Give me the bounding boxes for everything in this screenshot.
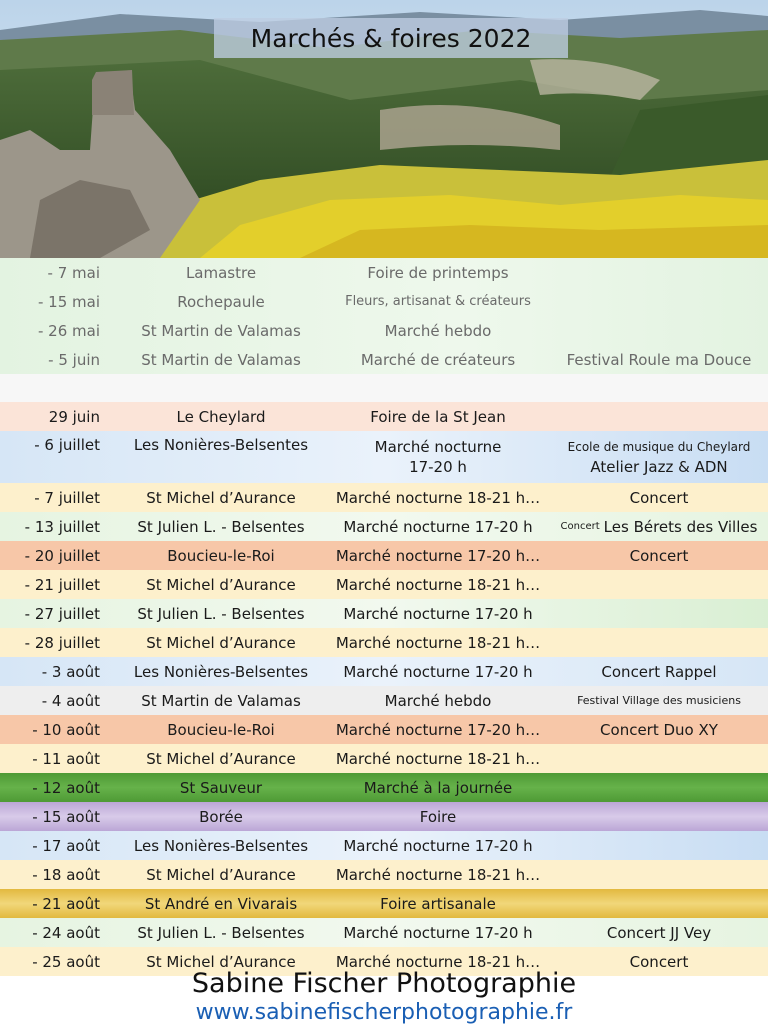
place-cell: St Michel d’Aurance	[146, 488, 296, 507]
table-row	[0, 831, 768, 860]
place-cell: St André en Vivarais	[144, 894, 298, 913]
date-cell: - 5 juin	[48, 350, 100, 369]
events-table	[0, 258, 768, 976]
event-cell: Fleurs, artisanat & créateurs	[345, 293, 531, 309]
photographer-name: Sabine Fischer Photographie	[191, 968, 577, 999]
table-row	[0, 541, 768, 570]
date-cell: - 10 août	[32, 720, 100, 739]
date-cell: - 25 août	[32, 952, 100, 971]
table-row	[0, 258, 768, 287]
row-separator	[0, 374, 768, 402]
table-row	[0, 628, 768, 657]
date-cell: - 7 juillet	[34, 488, 100, 507]
extra-cell	[550, 258, 768, 287]
event-line-1: Marché nocturne	[374, 438, 502, 456]
extra-prefix: Concert	[560, 520, 600, 532]
date-cell: 29 juin	[48, 407, 100, 426]
extra-cell	[550, 570, 768, 599]
table-row	[0, 512, 768, 541]
date-cell: - 12 août	[32, 778, 100, 797]
event-cell: Foire de printemps	[367, 263, 509, 282]
event-cell: Marché nocturne 18-21 h…	[335, 633, 541, 652]
place-cell: St Martin de Valamas	[141, 350, 301, 369]
event-cell: Marché nocturne 18-21 h…	[335, 575, 541, 594]
event-cell: Marché nocturne 17-20 h	[343, 923, 533, 942]
table-row	[0, 715, 768, 744]
event-cell: Foire	[419, 807, 457, 826]
extra-cell	[550, 802, 768, 831]
date-cell: - 27 juillet	[24, 604, 100, 623]
extra-line-2: Atelier Jazz & ADN	[590, 458, 728, 476]
extra-cell: Festival Village des musiciens	[577, 693, 741, 707]
table-row	[0, 316, 768, 345]
place-cell: St Sauveur	[179, 778, 263, 797]
event-line-2: 17-20 h	[409, 458, 467, 476]
table-row	[0, 402, 768, 431]
extra-cell: Festival Roule ma Douce	[566, 350, 752, 369]
place-cell: St Michel d’Aurance	[146, 575, 296, 594]
extra-cell	[550, 316, 768, 345]
event-cell: Marché nocturne 17-20 h	[343, 662, 533, 681]
place-cell: Les Nonières-Belsentes	[133, 836, 309, 855]
table-row	[0, 570, 768, 599]
place-cell: St Julien L. - Belsentes	[137, 604, 305, 623]
extra-cell	[550, 628, 768, 657]
place-cell: St Michel d’Aurance	[146, 633, 296, 652]
date-cell: - 26 mai	[37, 321, 100, 340]
event-cell: Marché nocturne 17-20 h…	[335, 546, 541, 565]
event-cell: Marché nocturne 17-20 h	[343, 836, 533, 855]
extra-cell	[550, 512, 768, 541]
place-cell: St Martin de Valamas	[141, 691, 301, 710]
table-row	[0, 345, 768, 374]
place-cell: Les Nonières-Belsentes	[133, 436, 309, 454]
date-cell: - 17 août	[32, 836, 100, 855]
date-cell: - 21 août	[32, 894, 100, 913]
table-row	[0, 889, 768, 918]
extra-cell	[550, 599, 768, 628]
date-cell: - 13 juillet	[24, 517, 100, 536]
table-row	[0, 287, 768, 316]
event-cell	[326, 431, 550, 483]
extra-cell	[550, 773, 768, 802]
date-cell: - 15 août	[32, 807, 100, 826]
event-cell: Marché nocturne 18-21 h…	[335, 865, 541, 884]
extra-cell	[550, 287, 768, 316]
event-cell: Marché à la journée	[363, 778, 513, 797]
extra-cell: Concert	[629, 546, 689, 565]
table-row	[0, 918, 768, 947]
place-cell: St Michel d’Aurance	[146, 749, 296, 768]
date-cell: - 15 mai	[37, 292, 100, 311]
extra-cell: Concert	[629, 488, 689, 507]
extra-cell: Concert Duo XY	[600, 720, 718, 739]
event-cell: Marché hebdo	[384, 691, 492, 710]
extra-cell: Concert	[629, 952, 689, 971]
date-cell: - 18 août	[32, 865, 100, 884]
date-cell: - 4 août	[41, 691, 100, 710]
place-cell: Les Nonières-Belsentes	[133, 662, 309, 681]
table-row	[0, 802, 768, 831]
extra-line-1: Ecole de musique du Cheylard	[567, 440, 751, 454]
extra-cell	[550, 431, 768, 483]
website-link[interactable]: www.sabinefischerphotographie.fr	[195, 1000, 573, 1025]
extra-text: Les Bérets des Villes	[603, 517, 758, 536]
place-cell: Rochepaule	[177, 292, 265, 311]
extra-cell	[550, 889, 768, 918]
extra-cell	[550, 831, 768, 860]
place-cell: St Julien L. - Belsentes	[137, 517, 305, 536]
place-cell: Borée	[199, 807, 243, 826]
table-row	[0, 744, 768, 773]
event-cell: Marché hebdo	[384, 321, 492, 340]
place-cell: Boucieu-le-Roi	[167, 720, 275, 739]
extra-cell	[550, 744, 768, 773]
table-row	[0, 773, 768, 802]
extra-cell	[550, 402, 768, 431]
date-cell: - 24 août	[32, 923, 100, 942]
event-cell: Marché nocturne 17-20 h	[343, 517, 533, 536]
extra-cell: Concert JJ Vey	[606, 923, 712, 942]
event-cell: Marché nocturne 17-20 h	[343, 604, 533, 623]
event-cell: Marché nocturne 18-21 h…	[335, 488, 541, 507]
date-cell: - 7 mai	[47, 263, 100, 282]
event-cell: Foire de la St Jean	[370, 407, 506, 426]
date-cell: - 21 juillet	[24, 575, 100, 594]
place-cell: St Martin de Valamas	[141, 321, 301, 340]
table-row	[0, 431, 768, 483]
date-cell: - 11 août	[32, 749, 100, 768]
date-cell: - 3 août	[41, 662, 100, 681]
page-title: Marchés & foires 2022	[214, 18, 568, 58]
extra-cell: Concert Rappel	[601, 662, 717, 681]
extra-cell	[550, 860, 768, 889]
table-row	[0, 860, 768, 889]
table-row	[0, 657, 768, 686]
event-cell: Marché nocturne 18-21 h…	[335, 749, 541, 768]
place-cell: Boucieu-le-Roi	[167, 546, 275, 565]
place-cell: St Michel d’Aurance	[146, 865, 296, 884]
table-row	[0, 483, 768, 512]
event-cell: Marché nocturne 18-21 h…	[335, 952, 541, 971]
date-cell: - 28 juillet	[24, 633, 100, 652]
place-cell: Le Cheylard	[176, 407, 266, 426]
place-cell: St Michel d’Aurance	[146, 952, 296, 971]
event-cell: Marché nocturne 17-20 h…	[335, 720, 541, 739]
date-cell: - 6 juillet	[34, 436, 100, 454]
event-cell: Marché de créateurs	[360, 350, 516, 369]
date-cell: - 20 juillet	[24, 546, 100, 565]
event-cell: Foire artisanale	[380, 894, 496, 913]
place-cell: Lamastre	[185, 263, 257, 282]
table-row	[0, 599, 768, 628]
place-cell: St Julien L. - Belsentes	[137, 923, 305, 942]
table-row	[0, 686, 768, 715]
